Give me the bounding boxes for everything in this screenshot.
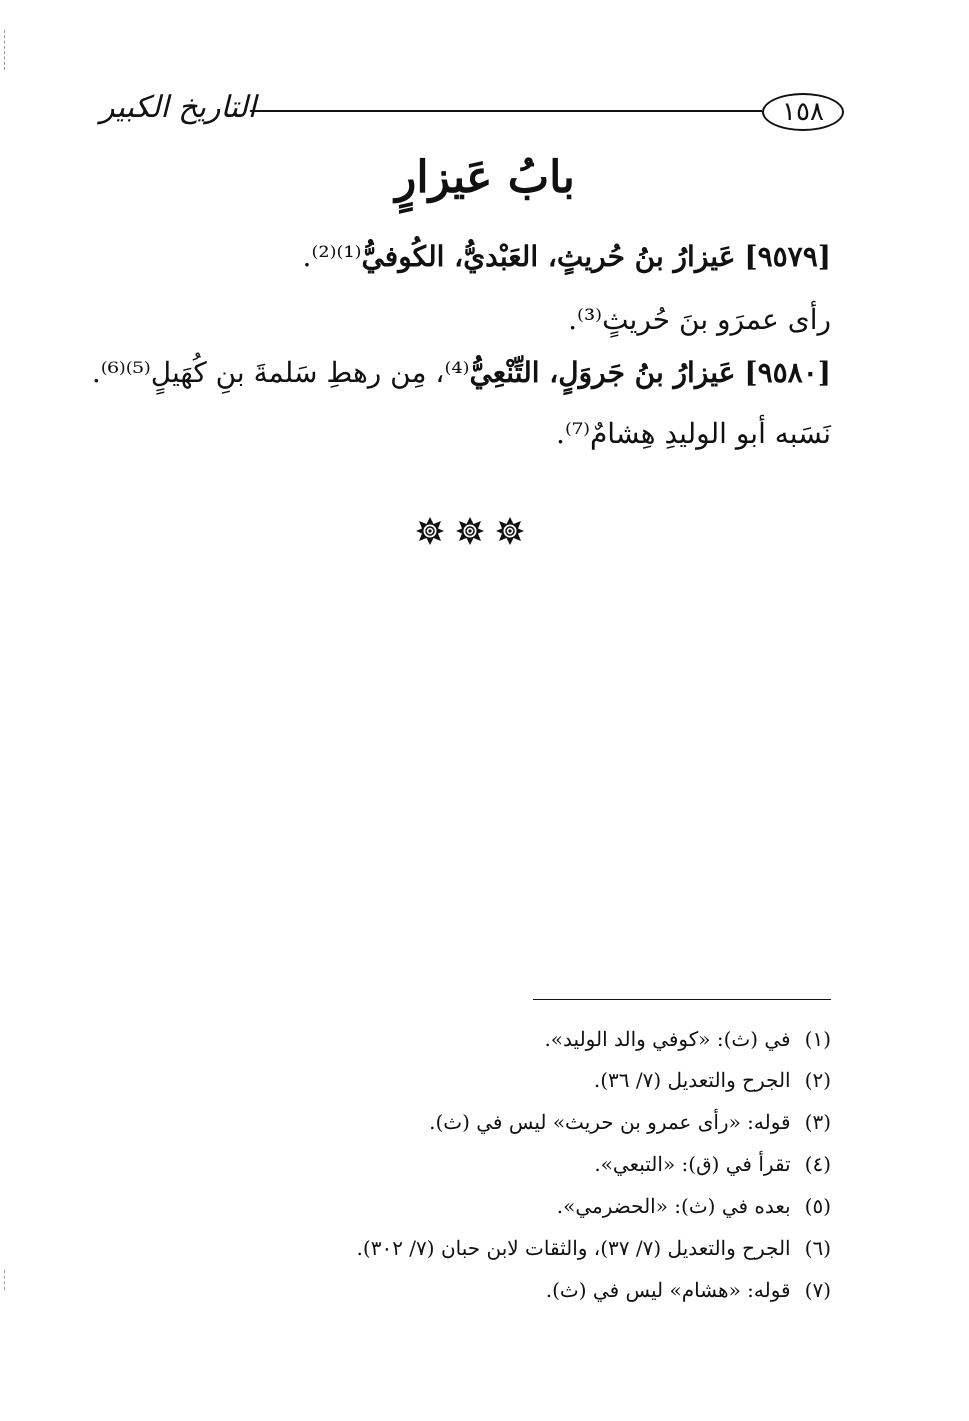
footnote-refs: ⁽⁵⁾⁽⁶⁾: [100, 356, 151, 389]
period: .: [568, 303, 578, 336]
footnote-marker: (٥): [804, 1194, 831, 1218]
entry-9580: [92, 353, 831, 393]
footnote-marker: (٤): [804, 1152, 831, 1176]
body-line-4: [556, 414, 831, 454]
star-rosette-icon: [455, 516, 485, 546]
footnote-marker: (٦): [804, 1236, 831, 1260]
entry-9579: [303, 237, 831, 277]
footnote-text: قوله: «رأى عمرو بن حريث» ليس في (ث).: [429, 1110, 791, 1134]
footnote-separator: [533, 999, 831, 1000]
footnote-text: في (ث): «كوفي والد الوليد».: [544, 1027, 791, 1051]
period: .: [302, 240, 312, 273]
star-rosette-icon: [495, 516, 525, 546]
footnote-text: تقرأ في (ق): «التبعي».: [594, 1152, 791, 1176]
running-header-title: التاريخ الكبير: [100, 90, 257, 125]
footnote-marker: (٢): [804, 1068, 831, 1092]
footnote-marker: (٧): [804, 1278, 831, 1302]
footnote-refs: ⁽³⁾: [577, 303, 603, 336]
section-ornament: [415, 516, 525, 546]
scan-gutter-mark: [4, 30, 5, 70]
footnote-text: الجرح والتعديل (٧/ ٣٧)، والثقات لابن حبان (٧/ ٣٠٢).: [356, 1236, 791, 1260]
body-text: رأى عمرَو بنَ حُريثٍ: [602, 303, 831, 336]
period: .: [91, 356, 101, 389]
footnote-7: [546, 1276, 831, 1304]
header-rule: [250, 110, 762, 112]
body-text: نَسَبه أبو الوليدِ هِشامٌ: [589, 417, 831, 450]
footnote-marker: (١): [804, 1027, 831, 1051]
chapter-heading: بابُ عَيزارٍ: [395, 152, 575, 203]
footnote-6: [357, 1234, 831, 1262]
body-line-2: [568, 300, 831, 340]
scan-gutter-mark: [4, 1270, 5, 1290]
star-rosette-icon: [415, 516, 445, 546]
footnote-text: الجرح والتعديل (٧/ ٣٦).: [593, 1068, 791, 1092]
footnote-5: [557, 1192, 831, 1220]
footnote-1: [544, 1025, 831, 1053]
entry-name: عَيزارُ بنُ جَروَلٍ، التِّنْعِيُّ: [469, 356, 736, 389]
page-number-badge: [762, 93, 844, 131]
page-number: ١٥٨: [782, 97, 824, 127]
footnote-text: بعده في (ث): «الحضرمي».: [556, 1194, 791, 1218]
entry-number: [٩٥٨٠]: [744, 356, 831, 389]
footnote-text: قوله: «هشام» ليس في (ث).: [545, 1278, 791, 1302]
footnote-refs: ⁽⁷⁾: [564, 417, 590, 450]
footnote-4: [594, 1150, 831, 1178]
entry-number: [٩٥٧٩]: [744, 240, 831, 273]
footnote-marker: (٣): [804, 1110, 831, 1134]
period: .: [556, 417, 565, 450]
footnote-refs: ⁽¹⁾⁽²⁾: [311, 240, 362, 273]
body-text: ، مِن رهطِ سَلمةَ بنِ كُهَيلٍ: [150, 356, 445, 389]
footnote-2: [594, 1066, 831, 1094]
entry-name: عَيزارُ بنُ حُريثٍ، العَبْديُّ، الكُوفيُّ: [361, 240, 736, 273]
footnote-3: [429, 1108, 831, 1136]
footnote-ref: ⁽⁴⁾: [444, 356, 470, 389]
